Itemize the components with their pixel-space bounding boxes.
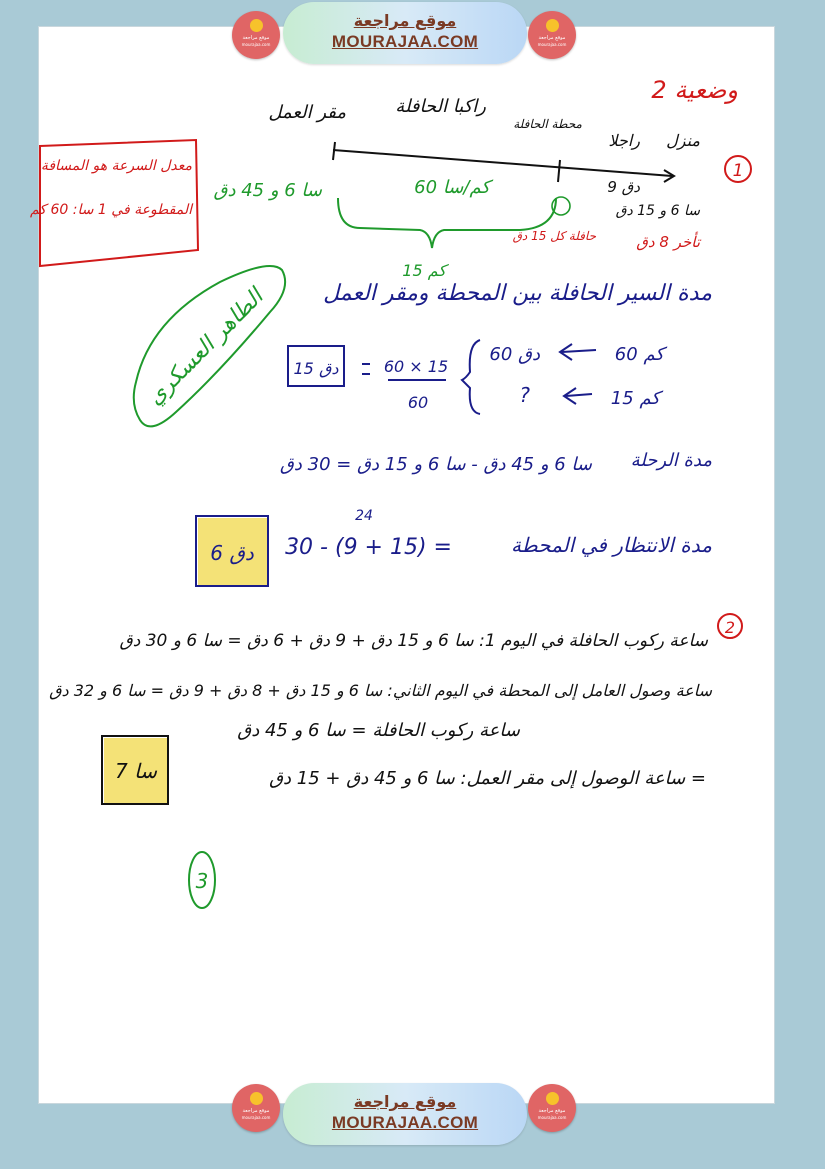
proportion-row1-time: 60 دق: [489, 344, 540, 365]
label-workplace: مقر العمل: [268, 102, 346, 123]
logo-text-latin: mourajaa.com: [537, 1115, 567, 1120]
site-name-arabic: موقع مراجعة: [353, 1092, 457, 1111]
equals-sign: [362, 364, 370, 374]
trip-duration-expression: سا 6 و 45 دق - سا 6 و 15 دق = 30 دق: [279, 454, 592, 475]
definition-line-1: معدل السرعة هو المسافة: [40, 158, 192, 174]
arrow-left-icon: [564, 388, 592, 404]
question-2-number: 2: [724, 618, 736, 637]
walking-duration: 9 دق: [607, 178, 640, 196]
label-home: منزل: [666, 131, 700, 150]
label-walking: راجلا: [608, 131, 640, 150]
proportion-row2-distance: 15 كم: [610, 388, 660, 409]
logo-text-arabic: موقع مراجعة: [538, 1108, 566, 1114]
travel-time-result: 15 دق: [293, 359, 339, 378]
brace: [462, 340, 480, 414]
question-3-number: 3: [195, 869, 209, 893]
logo-text-latin: mourajaa.com: [241, 42, 271, 47]
wait-time-result: 6 دق: [210, 541, 254, 565]
question-1-number: 1: [732, 161, 744, 181]
proportion-row2-unknown: ?: [519, 383, 530, 407]
logo-text-arabic: موقع مراجعة: [242, 35, 270, 41]
wait-time-label: مدة الانتظار في المحطة: [511, 533, 712, 557]
definition-line-2: المقطوعة في 1 سا: 60 كم: [30, 202, 192, 218]
exercise-title: وضعية 2: [651, 76, 738, 104]
bus-speed: 60 كم/سا: [414, 177, 490, 198]
q1-heading: مدة السير الحافلة بين المحطة ومقر العمل: [323, 281, 712, 306]
arrival-time-result: سا 7: [115, 759, 157, 783]
distance-value: 15 كم: [402, 261, 446, 280]
depart-time: سا 6 و 45 دق: [213, 180, 322, 201]
logo-text-arabic: موقع مراجعة: [242, 1108, 270, 1114]
highlighted-final-time: [102, 736, 168, 804]
wait-time-expression: 30 - (9 + 15) =: [285, 535, 452, 560]
site-domain[interactable]: MOURAJAA.COM: [331, 1113, 479, 1132]
q2-line-2: ساعة وصول العامل إلى المحطة في اليوم الثاني: سا 6 و 15 دق + 8 دق + 9 دق = سا 6 و 32 دق: [49, 681, 712, 700]
logo-text-latin: mourajaa.com: [241, 1115, 271, 1120]
wait-time-sum: 24: [355, 508, 373, 524]
arrow-left-icon: [560, 344, 596, 360]
site-name-arabic: موقع مراجعة: [353, 11, 457, 30]
stamp-text: الطاهر العسكري: [142, 284, 269, 411]
author-stamp: [134, 266, 285, 426]
trip-duration-label: مدة الرحلة: [630, 450, 712, 471]
fraction-numerator: 60 × 15: [383, 357, 449, 376]
q2-line-3: ساعة ركوب الحافلة = سا 6 و 45 دق: [237, 720, 520, 741]
proportion-row1-distance: 60 كم: [614, 344, 664, 365]
logo-text-latin: mourajaa.com: [537, 42, 567, 47]
label-riding-bus: راكبا الحافلة: [395, 96, 486, 117]
bus-pass-time: سا 6 و 15 دق: [615, 203, 700, 219]
highlighted-result: [196, 516, 268, 586]
logo-text-arabic: موقع مراجعة: [538, 35, 566, 41]
label-bus-station: محطة الحافلة: [513, 117, 582, 131]
delay-note: تأخر 8 دق: [636, 233, 700, 251]
site-domain[interactable]: MOURAJAA.COM: [331, 32, 479, 51]
q2-line-1: ساعة ركوب الحافلة في اليوم 1: سا 6 و 15 دق + 9 دق + 6 دق = سا 6 و 30 دق: [119, 631, 708, 651]
bus-frequency-note: حافلة كل 15 دق: [512, 229, 596, 243]
fraction-denominator: 60: [407, 393, 429, 412]
q2-line-4: ساعة الوصول إلى مقر العمل: سا 6 و 45 دق + 15 دق =: [269, 768, 706, 789]
